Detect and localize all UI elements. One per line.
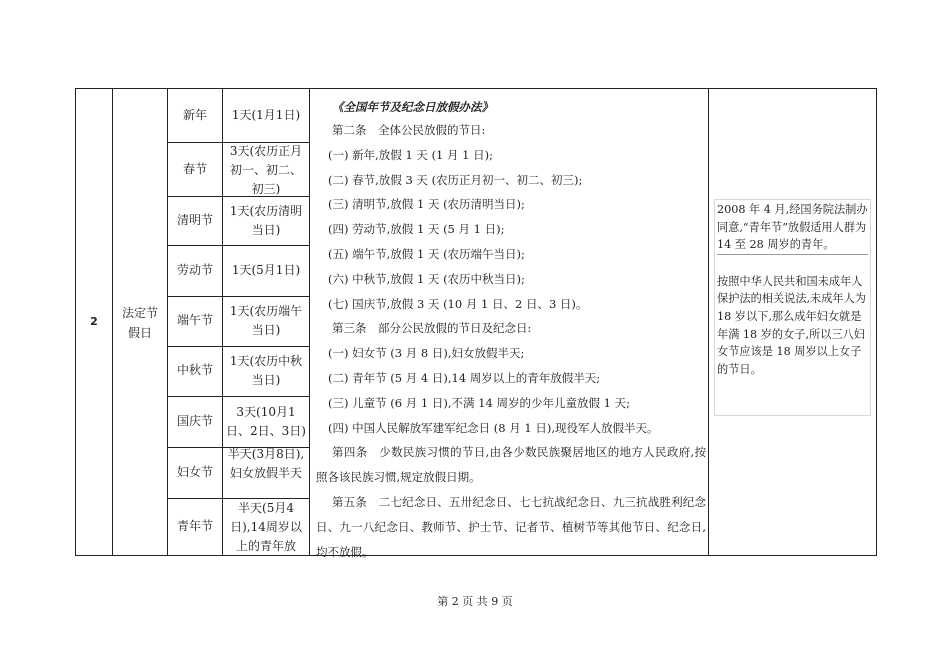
article-item: (四) 中国人民解放军建军纪念日 (8 月 1 日),现役军人放假半天。 xyxy=(328,420,659,435)
article-item: (三) 儿童节 (6 月 1 日),不满 14 周岁的少年儿童放假 1 天; xyxy=(328,395,630,410)
row-divider xyxy=(167,396,309,397)
row-divider xyxy=(167,346,309,347)
article-item: (六) 中秋节,放假 1 天 (农历中秋当日); xyxy=(328,271,525,286)
note-explanation: 按照中华人民共和国未成年人保护法的相关说法,未成年人为 18 岁以下,那么成年妇女就是年满 18 岁的女子,所以三八妇女节应该是 18 周岁以上女子的节日。 xyxy=(717,274,866,376)
note-box xyxy=(714,199,871,416)
article-item: (一) 妇女节 (3 月 8 日),妇女放假半天; xyxy=(328,346,525,361)
holiday-duration: 3天(农历正月初一、初二、初三) xyxy=(229,144,303,196)
article-item: (四) 劳动节,放假 1 天 (5 月 1 日); xyxy=(328,222,505,237)
table-top-border xyxy=(75,88,877,89)
holiday-name: 清明节 xyxy=(176,213,213,227)
holiday-name: 妇女节 xyxy=(176,465,213,479)
article-paragraph: 第五条 二七纪念日、五卅纪念日、七七抗战纪念日、九三抗战胜利纪念日、九一八纪念日、教师节、护士节、记者节、植树节等其他节日、纪念日,均不放假。 xyxy=(316,494,706,559)
category-label: 法定节假日 xyxy=(122,306,159,340)
holiday-name: 中秋节 xyxy=(176,363,213,377)
holiday-duration: 1天(农历端午当日) xyxy=(229,304,303,337)
holiday-duration: 1天(1月1日) xyxy=(231,108,301,122)
article-heading: 第二条 全体公民放假的节日: xyxy=(332,123,486,137)
page-number: 第 2 页 共 9 页 xyxy=(437,595,513,608)
holiday-duration: 1天(农历清明当日) xyxy=(229,204,303,237)
row-divider xyxy=(167,245,309,246)
row-divider xyxy=(167,296,309,297)
article-item: (二) 青年节 (5 月 4 日),14 周岁以上的青年放假半天; xyxy=(328,370,601,385)
article-item: (三) 清明节,放假 1 天 (农历清明当日); xyxy=(328,197,525,212)
law-title: 《全国年节及纪念日放假办法》 xyxy=(332,100,493,114)
article-item: (七) 国庆节,放假 3 天 (10 月 1 日、2 日、3 日)。 xyxy=(328,296,588,311)
holiday-duration: 半天(3月8日),妇女放假半天 xyxy=(227,447,305,480)
holiday-duration: 1天(农历中秋当日) xyxy=(229,354,303,387)
column-divider xyxy=(112,88,113,556)
note-highlight: 2008 年 4 月,经国务院法制办同意,“青年节”放假适用人群为 14 至 28 周岁的青年。 xyxy=(717,201,868,255)
holiday-name: 春节 xyxy=(182,162,207,176)
row-number: 2 xyxy=(90,315,98,328)
holiday-name: 端午节 xyxy=(176,313,213,327)
law-excerpt xyxy=(316,96,706,564)
holiday-duration: 半天(5月4日),14周岁以上的青年放 xyxy=(230,501,302,553)
article-paragraph: 第四条 少数民族习惯的节日,由各少数民族聚居地区的地方人民政府,按照各该民族习惯,规定放假日期。 xyxy=(316,445,706,485)
holiday-name: 劳动节 xyxy=(176,263,213,277)
article-item: (一) 新年,放假 1 天 (1 月 1 日); xyxy=(328,147,494,162)
holiday-duration: 3天(10月1日、2日、3日) xyxy=(226,405,306,438)
article-item: (五) 端午节,放假 1 天 (农历端午当日); xyxy=(328,246,525,261)
article-item: (二) 春节,放假 3 天 (农历正月初一、初二、初三); xyxy=(328,172,583,187)
table-right-border xyxy=(876,88,877,556)
article-heading: 第三条 部分公民放假的节日及纪念日: xyxy=(332,321,532,336)
column-divider xyxy=(309,88,310,556)
holiday-name: 新年 xyxy=(182,108,207,122)
column-divider xyxy=(222,88,223,556)
holiday-duration: 1天(5月1日) xyxy=(231,263,301,277)
holiday-name: 国庆节 xyxy=(176,414,213,428)
holiday-name: 青年节 xyxy=(176,519,213,533)
column-divider xyxy=(708,88,709,556)
